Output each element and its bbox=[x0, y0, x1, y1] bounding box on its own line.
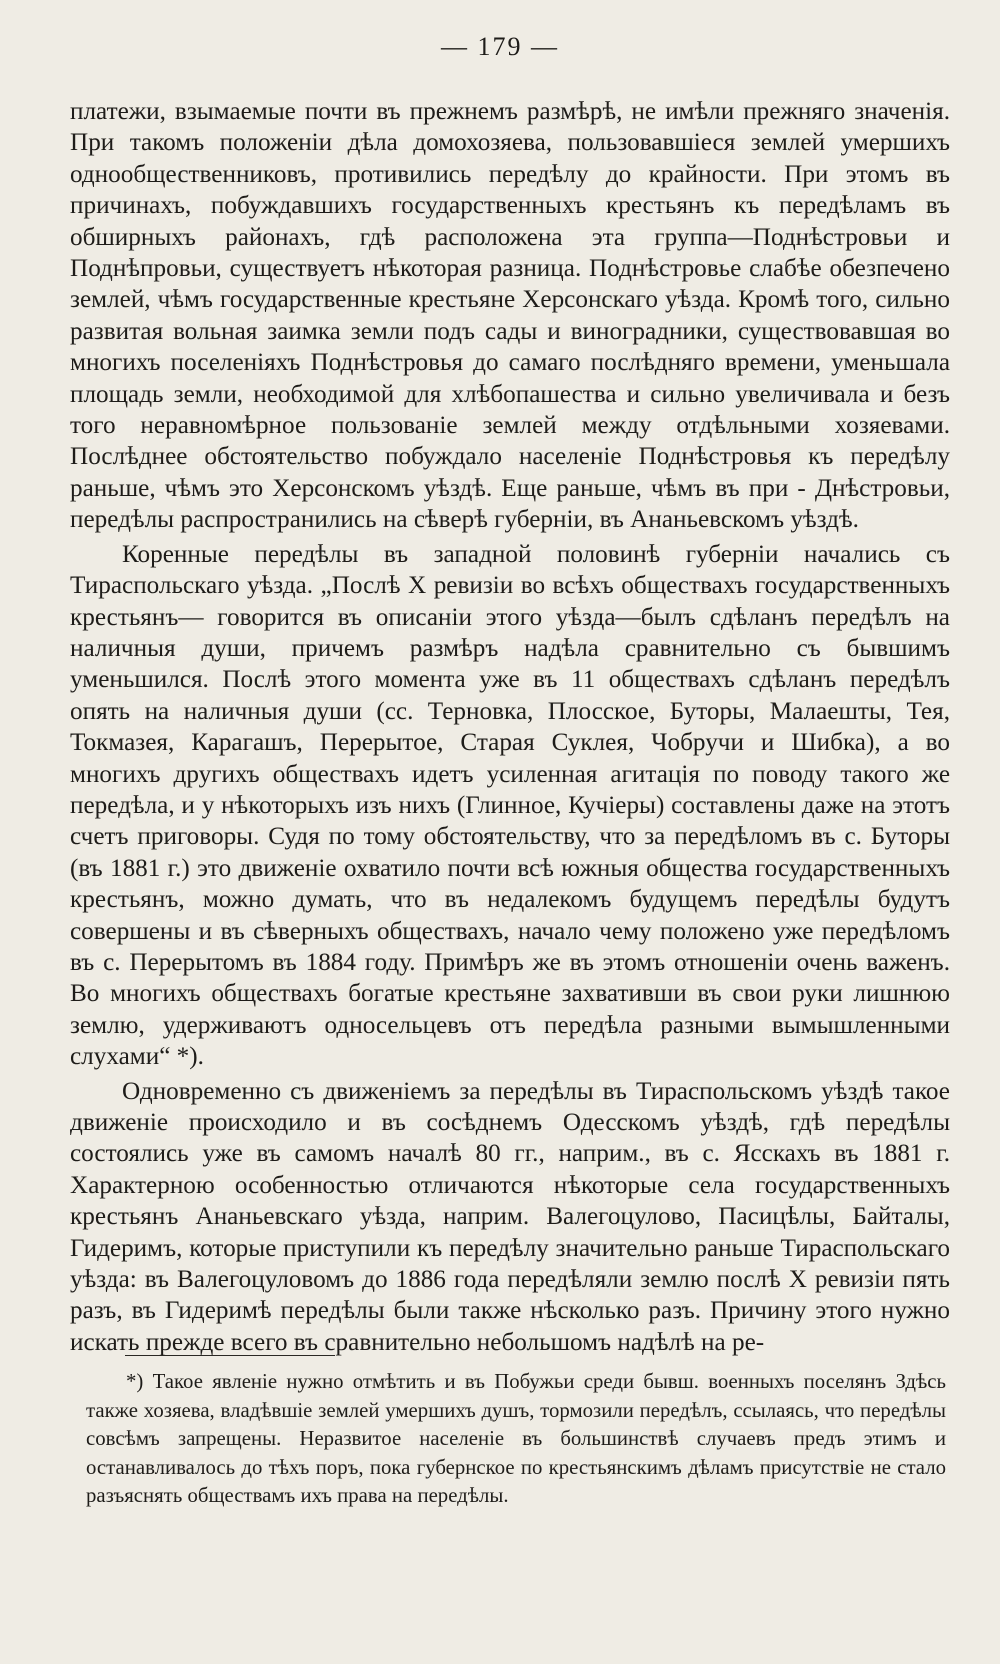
body-text bbox=[70, 96, 950, 1358]
footnote-divider bbox=[125, 1355, 335, 1356]
paragraph: Коренные передѣлы въ западной половинѣ губерніи начались съ Тираспольскаго уѣзда. „Послѣ X ревизіи во всѣхъ обществахъ государственныхъ крестьянъ— говорится въ описаніи этого уѣзда—былъ сдѣланъ передѣлъ на наличныя души, причемъ размѣръ надѣла сравнительно съ бывшимъ уменьшился. Послѣ этого момента уже въ 11 обществахъ сдѣланъ передѣлъ опять на наличныя души (сс. Терновка, Плосское, Буторы, Малаешты, Тея, Токмазея, Карагашъ, Перерытое, Старая Суклея, Чобручи и Шибка), а во многихъ другихъ обществахъ идетъ усиленная агитація по поводу такого же передѣла, и у нѣкоторыхъ изъ нихъ (Глинное, Кучіеры) составлены даже на этотъ счетъ приговоры. Судя по тому обстоятельству, что за передѣломъ въ с. Буторы (въ 1881 г.) это движеніе охватило почти всѣ южныя общества государственныхъ крестьянъ, можно думать, что въ недалекомъ будущемъ передѣлы будутъ совершены и въ сѣверныхъ обществахъ, начало чему положено уже передѣломъ въ с. Перерытомъ въ 1884 году. Примѣръ же въ этомъ отношеніи очень важенъ. Во многихъ обществахъ богатые крестьяне захвативши въ свои руки лишнюю землю, удерживаютъ односельцевъ отъ передѣла разными вымышленными слухами“ *). bbox=[70, 540, 950, 1071]
paragraph-continued: платежи, взымаемые почти въ прежнемъ размѣрѣ, не имѣли прежняго значенія. При такомъ положеніи дѣла домохозяева, пользовавшіеся землей умершихъ однообщественниковъ, противились передѣлу до крайности. При этомъ въ причинахъ, побуждавшихъ государственныхъ крестьянъ къ передѣламъ въ обширныхъ районахъ, гдѣ расположена эта группа—Поднѣстровьи и Поднѣпровьи, существуетъ нѣкоторая разница. Поднѣстровье слабѣе обезпечено землей, чѣмъ государственные крестьяне Херсонскаго уѣзда. Кромѣ того, сильно развитая вольная заимка земли подъ сады и виноградники, существовавшая во многихъ поселеніяхъ Поднѣстровья до самаго послѣдняго времени, уменьшала площадь земли, необходимой для хлѣбопашества и сильно увеличивала и безъ того неравномѣрное пользованіе землей между отдѣльными хозяевами. Послѣднее обстоятельство побуждало населеніе Поднѣстровья къ передѣлу раньше, чѣмъ это Херсонскомъ уѣздѣ. Еще раньше, чѣмъ въ при - Днѣстровьи, передѣлы распространились на сѣверѣ губерніи, въ Ананьевскомъ уѣздѣ. bbox=[70, 98, 950, 534]
footnote: *) Такое явленіе нужно отмѣтить и въ Побужьи среди бывш. военныхъ поселянъ Здѣсь также хозяева, владѣвшіе землей умершихъ душъ, тормозили передѣлъ, ссылаясь, что передѣлы совсѣмъ запрещены. Неразвитое населеніе въ большинствѣ случаевъ предъ этимъ и останавливалось до тѣхъ поръ, пока губернское по крестьянскимъ дѣламъ присутствіе не стало разъяснять обществамъ ихъ права на передѣлы. bbox=[86, 1370, 946, 1508]
paragraph: Одновременно съ движеніемъ за передѣлы въ Тираспольскомъ уѣздѣ такое движеніе происходило и въ сосѣднемъ Одесскомъ уѣздѣ, гдѣ передѣлы состоялись уже въ самомъ началѣ 80 гг., наприм., въ с. Ясскахъ въ 1881 г. Характерною особенностью отличаются нѣкоторые села государственныхъ крестьянъ Ананьевскаго уѣзда, наприм. Валегоцулово, Пасицѣлы, Байталы, Гидеримъ, которые приступили къ передѣлу значительно раньше Тираспольскаго уѣзда: въ Валегоцуловомъ до 1886 года передѣляли землю послѣ X ревизіи пять разъ, въ Гидеримѣ передѣлы были также нѣсколько разъ. Причину этого нужно искать прежде всего въ сравнительно небольшомъ надѣлѣ на ре- bbox=[70, 1077, 950, 1356]
page-number: — 179 — bbox=[441, 32, 559, 61]
